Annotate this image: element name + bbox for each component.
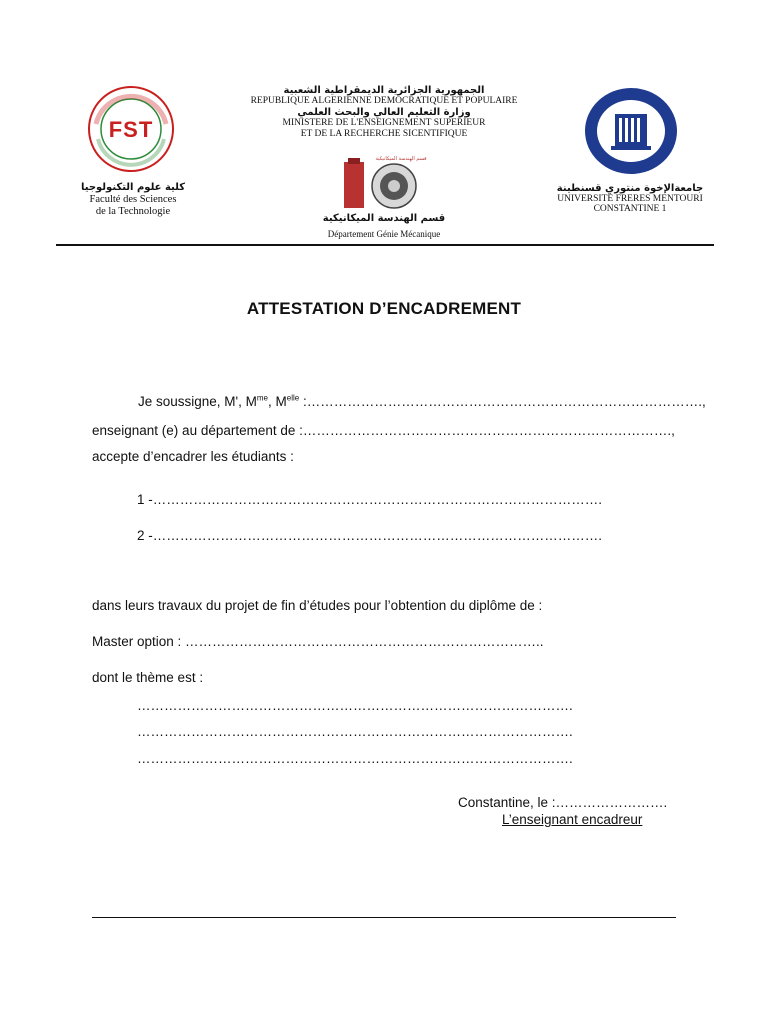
theme-line-1: ……………………………………………………………………………………. xyxy=(137,698,573,713)
university-line2: CONSTANTINE 1 xyxy=(593,204,667,214)
ministry-french-line2: ET DE LA RECHERCHE SICENTIFIQUE xyxy=(300,129,468,139)
accept-students-line: accepte d’encadrer les étudiants : xyxy=(92,449,294,464)
supervisor-name-line xyxy=(138,394,706,410)
mme-superscript: me xyxy=(256,393,268,403)
emblem-caption: قسم الهندسة الميكانيكية xyxy=(375,156,427,162)
fst-logo-text: FST xyxy=(108,117,154,142)
faculty-line1: Faculté des Sciences xyxy=(89,194,177,205)
theme-line-3: ……………………………………………………………………………………. xyxy=(137,751,573,766)
supervisor-mid: , M xyxy=(268,394,287,409)
document-title: ATTESTATION D’ENCADREMENT xyxy=(246,299,522,318)
supervisor-prefix: Je soussigne, M', M xyxy=(138,394,257,409)
student-2-field: 2 -………………………………………………………………………………………. xyxy=(137,528,603,543)
place-date-field: Constantine, le :……………………. xyxy=(458,795,668,810)
ministry-arabic: وزارة التعليم العالي والبحث العلمي xyxy=(297,107,471,118)
university-logo xyxy=(582,86,680,176)
theme-label: dont le thème est : xyxy=(92,670,204,685)
signature-label: L’enseignant encadreur xyxy=(502,812,643,827)
republic-french: REPUBLIQUE ALGERIENNE DEMOCRATIQUE ET POPULAIRE xyxy=(250,96,518,106)
master-option-field: Master option : …………………………………………………………………….. xyxy=(92,634,544,649)
university-name xyxy=(538,184,722,214)
student-1-field: 1 -………………………………………………………………………………………. xyxy=(137,492,603,507)
faculty-arabic: كلية علوم التكنولوجيا xyxy=(80,182,186,193)
header-divider xyxy=(56,244,714,246)
department-field-line: enseignant (e) au département de :………………………………………………………………………., xyxy=(92,423,675,438)
melle-superscript: elle xyxy=(286,393,300,403)
institution-header xyxy=(212,85,556,140)
project-purpose-line: dans leurs travaux du projet de fin d’études pour l’obtention du diplôme de : xyxy=(92,598,543,613)
university-arabic: جامعةالإخوة منتوري قسنطينة xyxy=(556,183,704,194)
footer-divider xyxy=(92,917,676,918)
department-arabic: قسم الهندسة الميكانيكية xyxy=(322,213,446,224)
republic-arabic: الجمهورية الجزائرية الديمقراطية الشعبية xyxy=(283,85,485,96)
department-emblem xyxy=(338,156,434,216)
supervisor-name-field: :……………………………………………………………………………., xyxy=(299,394,706,409)
university-line1: UNIVERSITÉ FRERES MENTOURI xyxy=(557,194,703,204)
theme-line-2: ……………………………………………………………………………………. xyxy=(137,724,573,739)
ministry-french-line1: MINISTERE DE L'ENSEIGNEMENT SUPERIEUR xyxy=(282,118,486,128)
faculty-line2: de la Technologie xyxy=(95,206,171,217)
faculty-name xyxy=(60,182,206,218)
department-french: Département Génie Mécanique xyxy=(327,229,441,239)
fst-logo xyxy=(86,84,176,174)
